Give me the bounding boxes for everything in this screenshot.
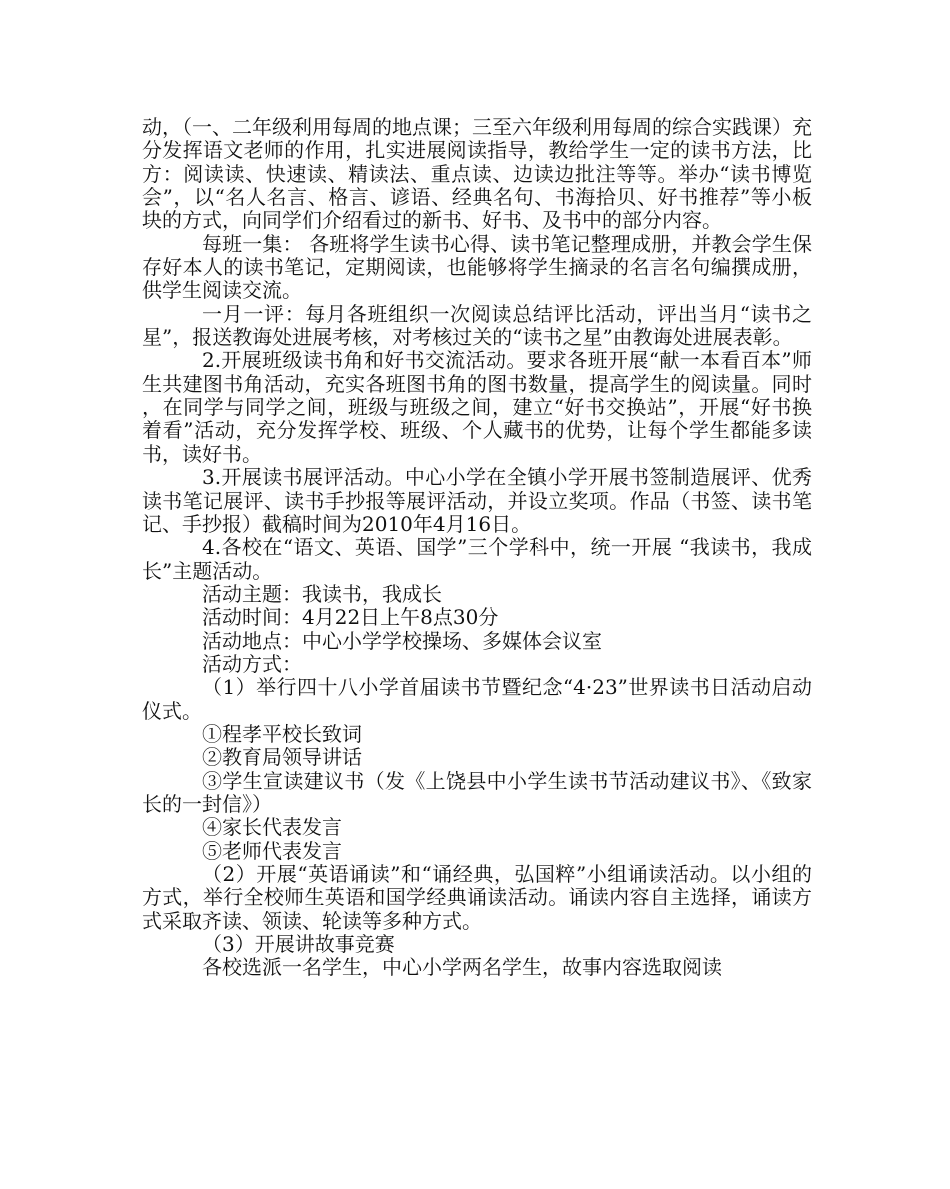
document-page: [142, 116, 812, 980]
activity-theme-line: 活动主题：我读书，我成长: [202, 581, 442, 606]
paragraph-exhibition: 3.开展读书展评活动。中心小学在全镇小学开展书签制造展评、优秀读书笔记展评、读书手抄报等展评活动，并设立奖项。作品（书签、读书笔记、手抄报）截稿时间为2010年4月16日。: [142, 465, 812, 536]
paragraph-storytelling-detail: 各校选派一名学生，中心小学两名学生，故事内容选取阅读: [202, 955, 722, 980]
list-item-principal-speech: ①程孝平校长致词: [202, 721, 362, 746]
activity-location-line: 活动地点：中心小学学校操场、多媒体会议室: [202, 628, 602, 653]
paragraph-monthly-review: 一月一评：每月各班组织一次阅读总结评比活动，评出当月“读书之星”，报送教诲处进展考核，对考核过关的“读书之星”由教诲处进展表彰。: [142, 301, 812, 350]
list-item-parent-speech: ④家长代表发言: [202, 815, 342, 840]
paragraph-class-collection: 每班一集： 各班将学生读书心得、读书笔记整理成册，并教会学生保存好本人的读书笔记，定期阅读，也能够将学生摘录的名言名句编撰成册，供学生阅读交流。: [142, 231, 812, 303]
list-item-bureau-speech: ②教育局领导讲话: [202, 745, 362, 770]
list-item-teacher-speech: ⑤老师代表发言: [202, 838, 342, 863]
activity-method-line: 活动方式：: [202, 651, 302, 676]
paragraph-reading-guidance: 动，（一、二年级利用每周的地点课；三至六年级利用每周的综合实践课）充分发挥语文老师的作用，扎实进展阅读指导，教给学生一定的读书方法，比方：阅读读、快速读、精读法、重点读、边读边批注等等。举办“读书博览会”，以“名人名言、格言、谚语、经典名句、书海拾贝、好书推荐”等小板块的方式，向同学们介绍看过的新书、好书、及书中的部分内容。: [142, 115, 812, 233]
paragraph-reading-corner: 2.开展班级读书角和好书交流活动。要求各班开展“献一本看百本”师生共建图书角活动，充实各班图书角的图书数量，提高学生的阅读量。同时，在同学与同学之间，班级与班级之间，建立“好书交换站”，开展“好书换着看”活动，充分发挥学校、班级、个人藏书的优势，让每个学生都能多读书，读好书。: [142, 348, 812, 466]
paragraph-theme-activity: 4.各校在“语文、英语、国学”三个学科中，统一开展 “我读书，我成长”主题活动。: [142, 535, 812, 583]
paragraph-storytelling-heading: （3）开展讲故事竞赛: [202, 932, 395, 957]
list-item-student-proposal: ③学生宣读建议书（发《上饶县中小学生读书节活动建议书》、《致家长的一封信》）: [142, 768, 812, 816]
activity-time-line: 活动时间：4月22日上午8点30分: [202, 605, 499, 630]
paragraph-launch-ceremony: （1）举行四十八小学首届读书节暨纪念“4·23”世界读书日活动启动仪式。: [142, 675, 812, 723]
paragraph-recitation: （2）开展“英语诵读”和“诵经典，弘国粹”小组诵读活动。以小组的方式，举行全校师生英语和国学经典诵读活动。诵读内容自主选择，诵读方式采取齐读、领读、轮读等多种方式。: [142, 862, 812, 933]
